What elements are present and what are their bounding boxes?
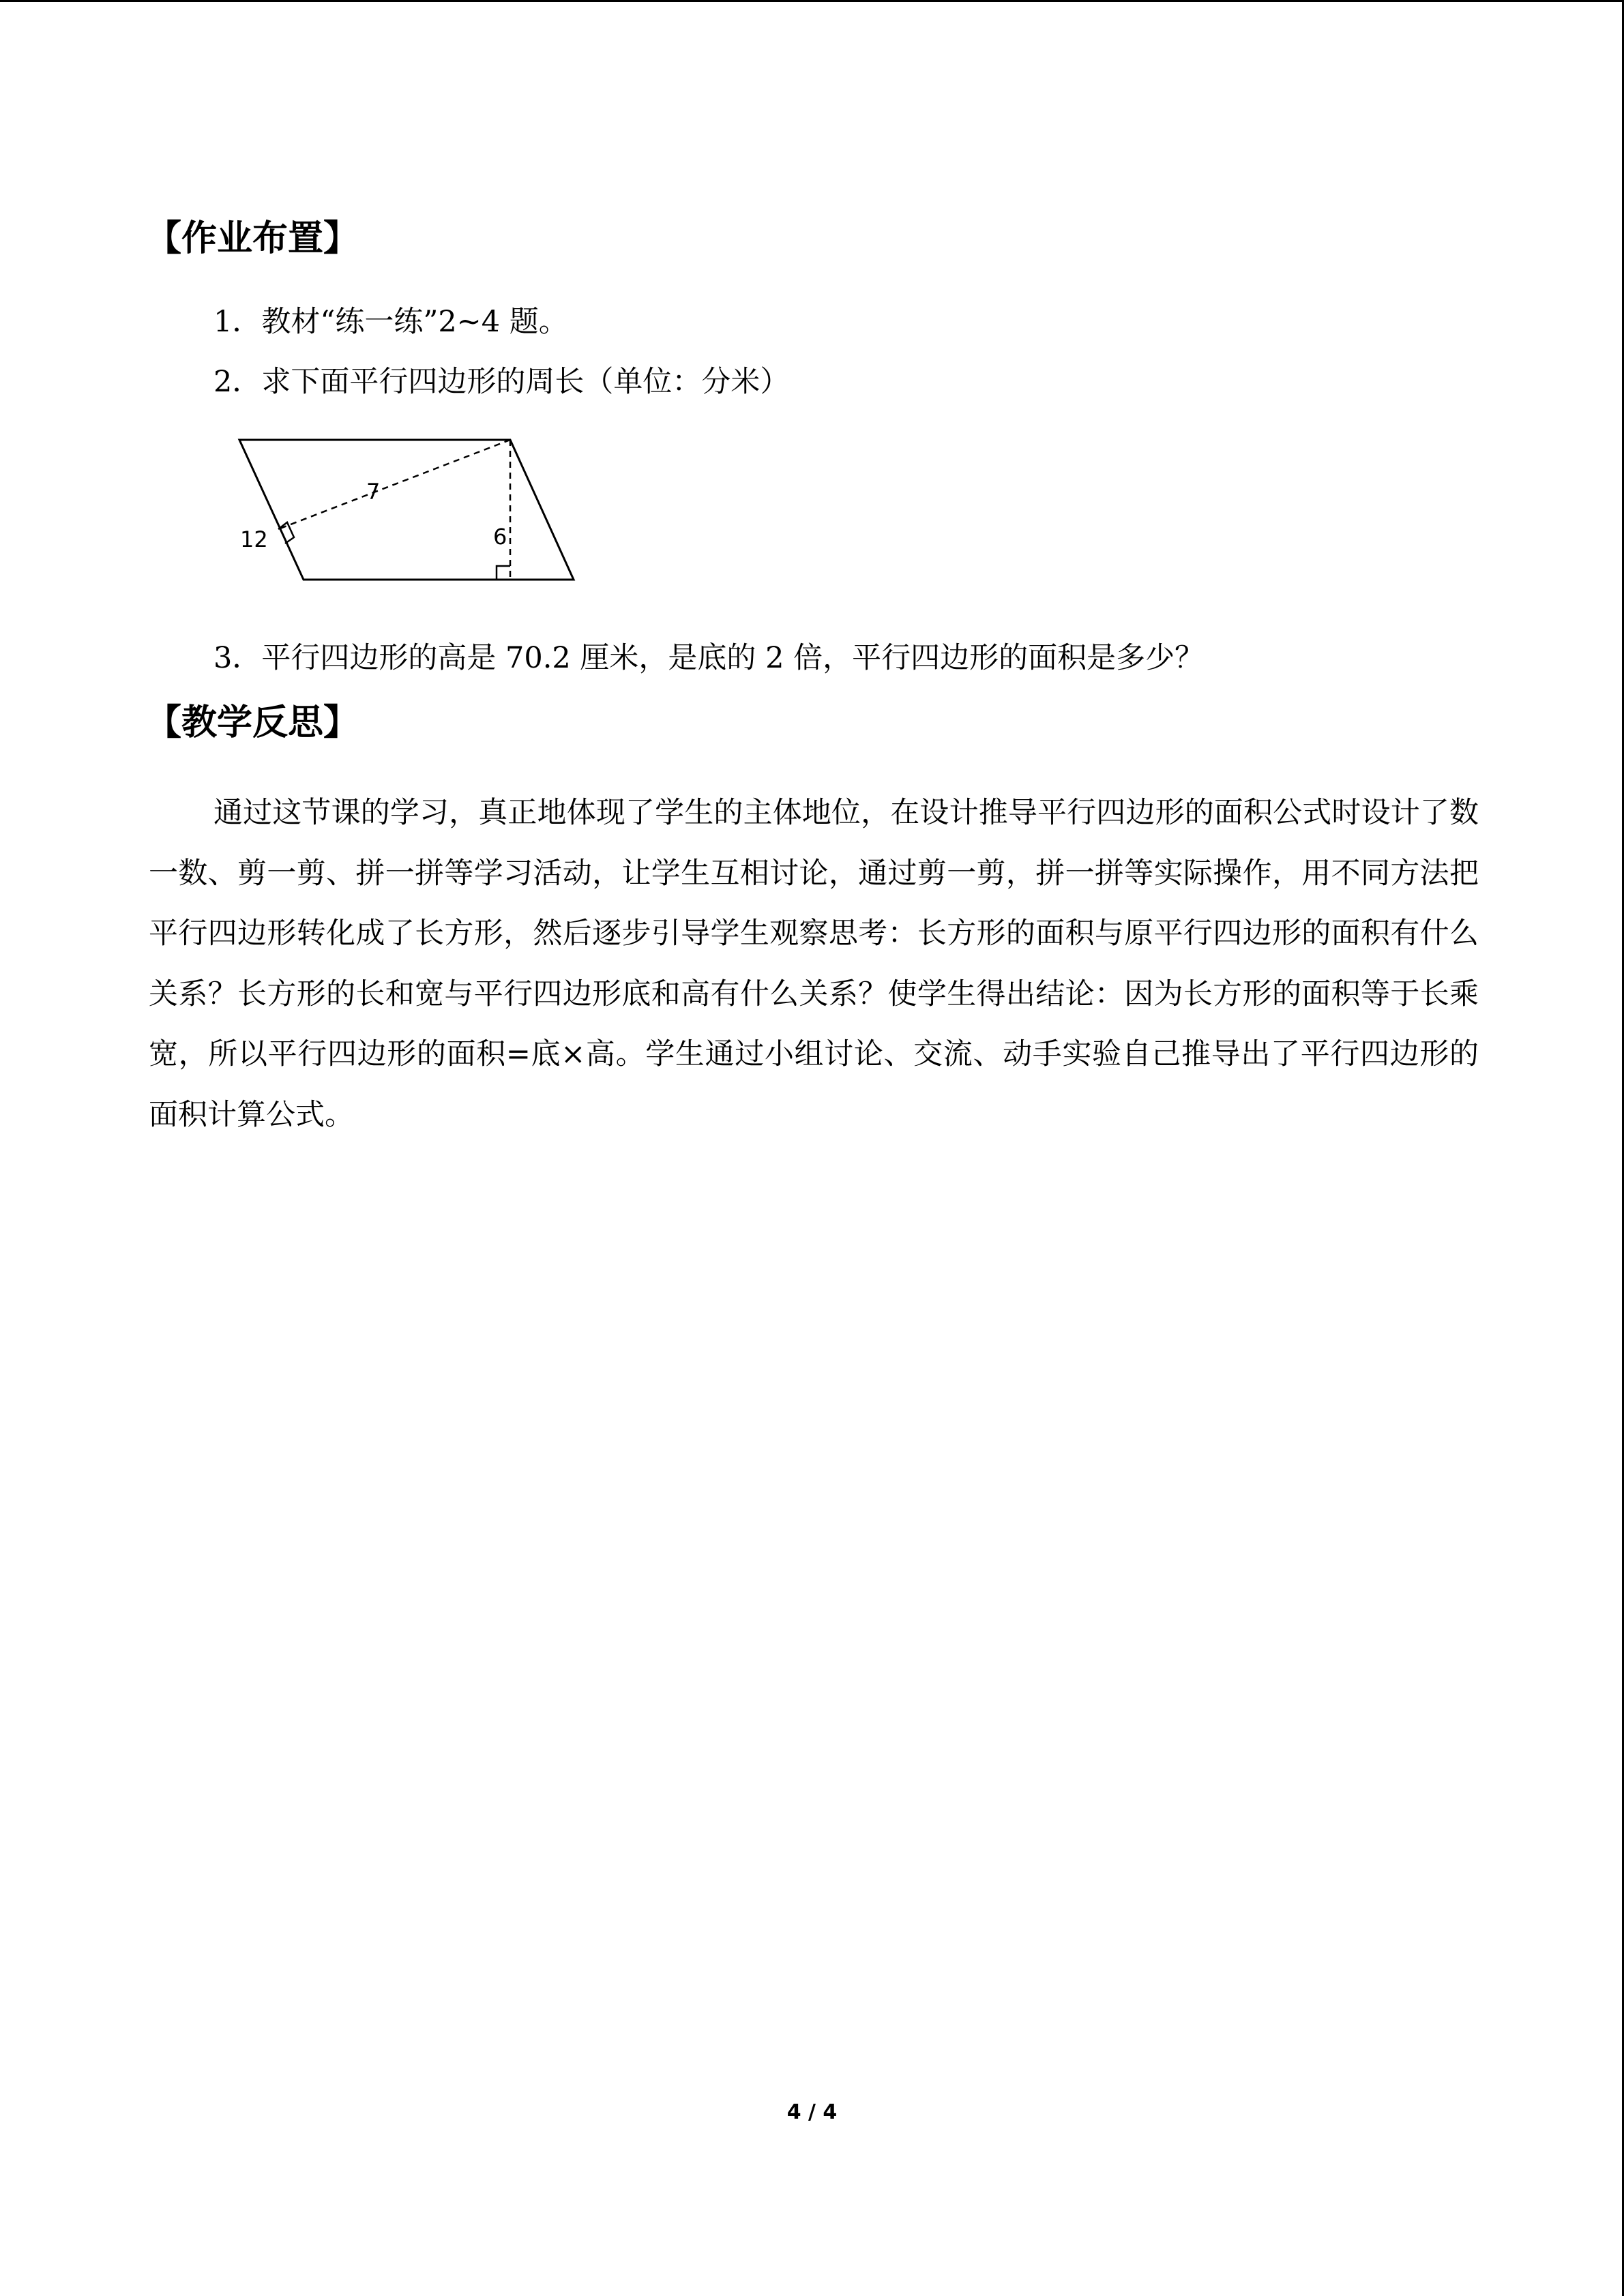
right-angle-mark-base (497, 566, 510, 580)
label-seven: 7 (366, 479, 381, 505)
homework-item-3: 3．平行四边形的高是 70.2 厘米，是底的 2 倍，平行四边形的面积是多少？ (213, 641, 1205, 675)
dashed-height-to-left-side (278, 440, 510, 529)
homework-item-1: 1．教材“练一练”2~4 题。 (213, 305, 568, 339)
parallelogram-outline (239, 440, 574, 580)
reflection-heading: 【教学反思】 (146, 702, 359, 743)
page-border-top (0, 0, 1624, 2)
homework-heading: 【作业布置】 (146, 218, 359, 259)
page-number: 4 / 4 (786, 2100, 838, 2124)
reflection-paragraph: 通过这节课的学习，真正地体现了学生的主体地位，在设计推导平行四边形的面积公式时设计了数一数、剪一剪、拼一拼等学习活动，让学生互相讨论，通过剪一剪，拼一拼等实际操作，用不同方法把平行四边形转化成了长方形，然后逐步引导学生观察思考：长方形的面积与原平行四边形的面积有什么关系？长方形的长和宽与平行四边形底和高有什么关系？使学生得出结论：因为长方形的面积等于长乘宽，所以平行四边形的面积=底×高。学生通过小组讨论、交流、动手实验自己推导出了平行四边形的面积计算公式。 (149, 796, 1479, 1132)
label-twelve: 12 (240, 526, 268, 552)
homework-item-2: 2．求下面平行四边形的周长（单位：分米） (213, 365, 790, 399)
label-six: 6 (493, 524, 507, 550)
parallelogram-figure (232, 430, 587, 586)
